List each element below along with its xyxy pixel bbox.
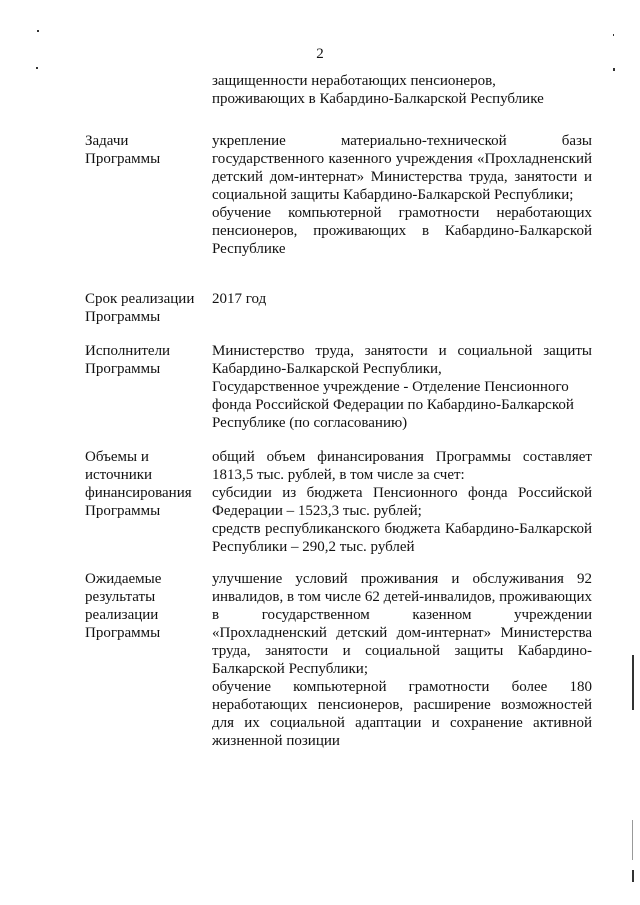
intro-text	[212, 72, 592, 108]
paragraph: субсидии из бюджета Пенсионного фонда Российской Федерации – 1523,3 тыс. рублей;	[212, 485, 592, 519]
section-content	[212, 342, 592, 432]
scan-artifact	[36, 67, 38, 69]
label-line: Задачи	[85, 133, 129, 149]
section-label	[85, 448, 207, 520]
scan-artifact	[632, 820, 633, 860]
label-line: финансирования	[85, 485, 192, 501]
label-line: Программы	[85, 625, 161, 641]
label-line: Срок реализации	[85, 291, 195, 307]
label-line: Исполнители	[85, 343, 171, 359]
scan-artifact	[613, 68, 615, 71]
label-line: Ожидаемые	[85, 571, 162, 587]
section-label	[85, 290, 207, 326]
label-line: результаты	[85, 589, 156, 605]
paragraph: 2017 год	[212, 291, 267, 307]
scan-artifact	[613, 34, 614, 36]
label-line: Программы	[85, 151, 161, 167]
paragraph: средств республиканского бюджета Кабардино-Балкарской Республики – 290,2 тыс. рублей	[212, 521, 592, 555]
section-label	[85, 132, 207, 168]
intro-line: защищенности неработающих пенсионеров,	[212, 73, 496, 89]
scan-artifact	[632, 655, 634, 710]
paragraph: обучение компьютерной грамотности более 180 неработающих пенсионеров, расширение возможностей для их социальной адаптации и сохранение активной жизненной позиции	[212, 679, 592, 749]
paragraph: Государственное учреждение - Отделение Пенсионного фонда Российской Федерации по Кабардино-Балкарской Республике (по согласованию)	[212, 379, 574, 431]
section-content	[212, 570, 592, 750]
section-label	[85, 570, 207, 642]
label-line: Программы	[85, 503, 161, 519]
paragraph: обучение компьютерной грамотности неработающих пенсионеров, проживающих в Кабардино-Балкарской Республике	[212, 205, 592, 257]
section-content	[212, 132, 592, 258]
page-number: 2	[316, 46, 324, 62]
section-label	[85, 342, 207, 378]
label-line: Программы	[85, 361, 161, 377]
label-line: реализации	[85, 607, 159, 623]
label-line: Программы	[85, 309, 161, 325]
label-line: Объемы и	[85, 449, 149, 465]
paragraph: улучшение условий проживания и обслуживания 92 инвалидов, в том числе 62 детей-инвалидов, проживающих в государственном казенном учреждении «Прохладненский детский дом-интернат» Министерства труда, занятости и социальной защиты Кабардино-Балкарской Республики;	[212, 571, 592, 677]
intro-line: проживающих в Кабардино-Балкарской Республике	[212, 91, 544, 107]
scan-artifact	[37, 30, 39, 32]
section-content	[212, 448, 592, 556]
scan-artifact	[632, 870, 634, 882]
paragraph: Министерство труда, занятости и социальной защиты Кабардино-Балкарской Республики,	[212, 343, 592, 377]
paragraph: укрепление материально-технической базы государственного казенного учреждения «Прохладненский детский дом-интернат» Министерства труда, занятости и социальной защиты Кабардино-Балкарской Республики;	[212, 133, 592, 203]
label-line: источники	[85, 467, 153, 483]
paragraph: общий объем финансирования Программы составляет 1813,5 тыс. рублей, в том числе за счет:	[212, 449, 592, 483]
section-content	[212, 290, 592, 308]
